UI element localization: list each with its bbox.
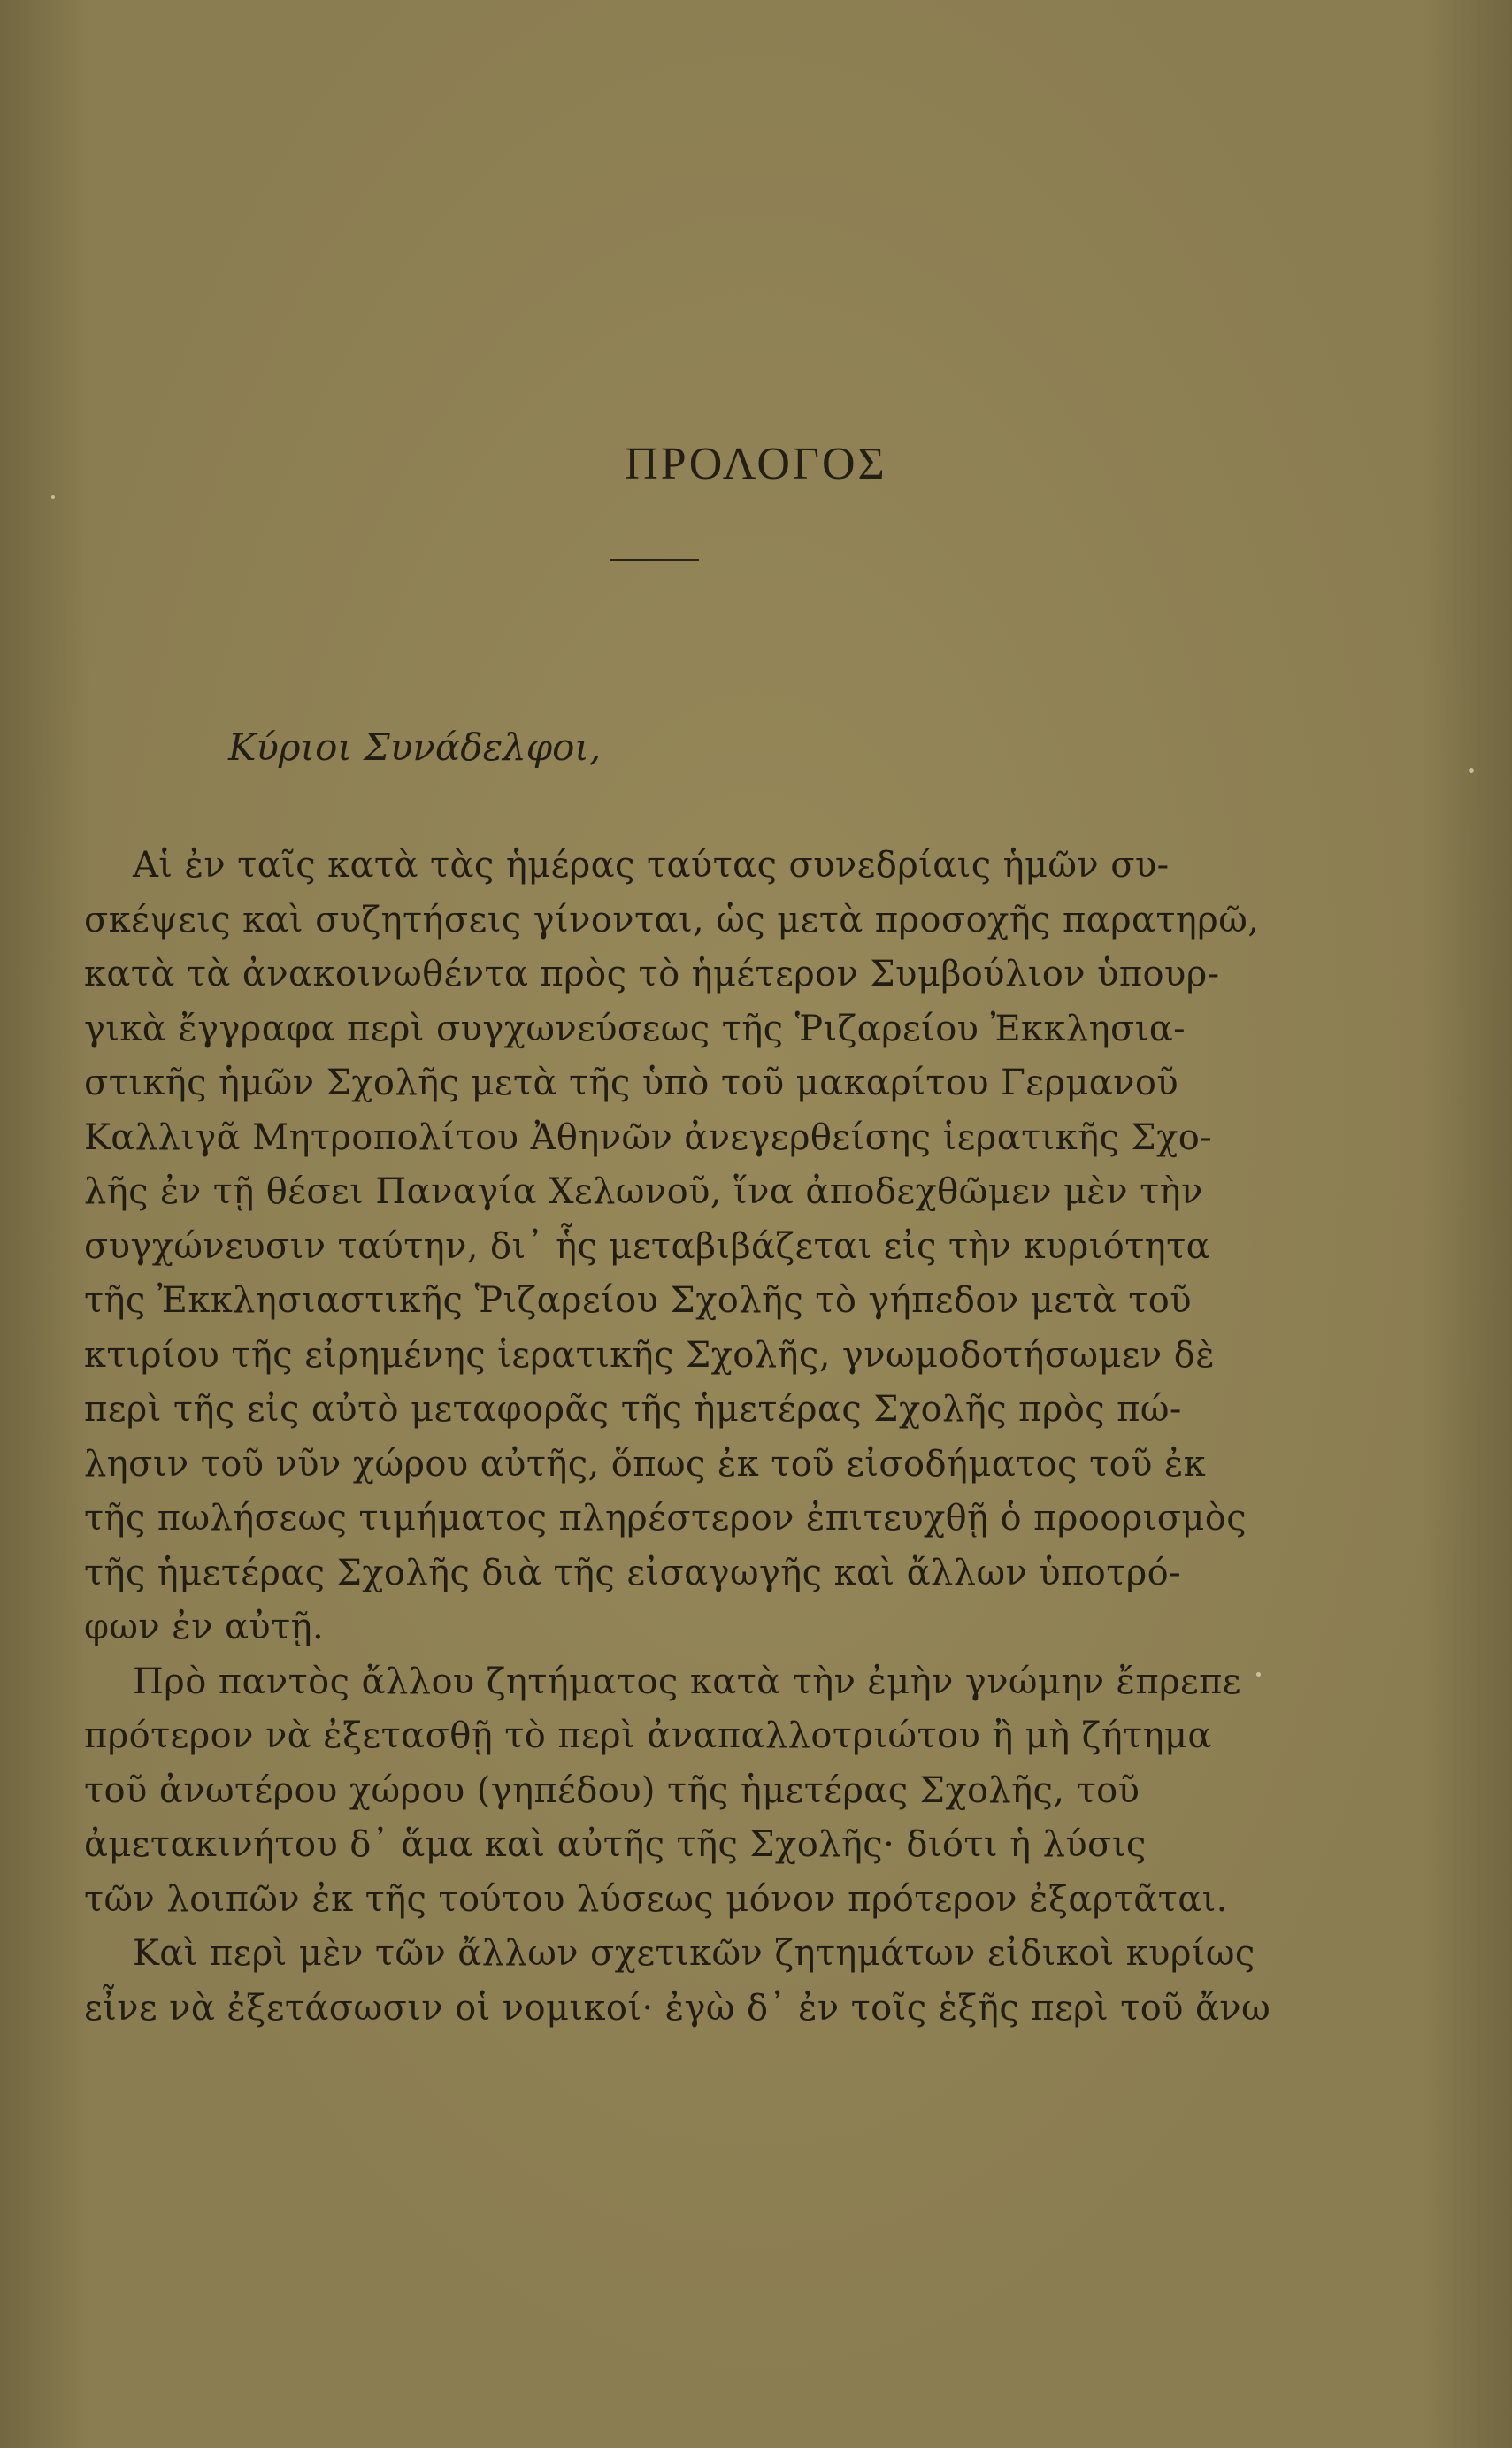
text-line: σκέψεις καὶ συζητήσεις γίνονται, ὡς μετὰ προσοχῆς παρατηρῶ, (84, 899, 1260, 940)
text-line: λησιν τοῦ νῦν χώρου αὐτῆς, ὅπως ἐκ τοῦ εἰσοδήματος τοῦ ἐκ (84, 1443, 1207, 1485)
text-line: τῆς πωλήσεως τιμήματος πληρέστερον ἐπιτευχθῇ ὁ προορισμὸς (84, 1498, 1247, 1539)
paper-speck (1469, 768, 1474, 773)
text-line: Αἱ ἐν ταῖς κατὰ τὰς ἡμέρας ταύτας συνεδρίαις ἡμῶν συ- (133, 845, 1170, 886)
body-text (84, 839, 1271, 2036)
text-line: τῆς Ἐκκλησιαστικῆς Ῥιζαρείου Σχολῆς τὸ γήπεδον μετὰ τοῦ (84, 1280, 1192, 1321)
text-line: περὶ τῆς εἰς αὐτὸ μεταφορᾶς τῆς ἡμετέρας Σχολῆς πρὸς πώ- (84, 1389, 1182, 1430)
paper-speck (51, 495, 55, 499)
text-line: συγχώνευσιν ταύτην, δι᾿ ἧς μεταβιβάζεται εἰς τὴν κυριότητα (84, 1225, 1211, 1267)
text-line: φων ἐν αὐτῇ. (84, 1607, 325, 1647)
text-line: Καλλιγᾶ Μητροπολίτου Ἀθηνῶν ἀνεγερθείσης ἱερατικῆς Σχο- (84, 1117, 1213, 1158)
salutation: Κύριοι Συνάδελφοι, (228, 725, 602, 769)
text-line: τῶν λοιπῶν ἐκ τῆς τούτου λύσεως μόνον πρότερον ἐξαρτᾶται. (84, 1878, 1228, 1920)
text-line: κτιρίου τῆς εἰρημένης ἱερατικῆς Σχολῆς, γνωμοδοτήσωμεν δὲ (84, 1334, 1216, 1376)
text-line: πρότερον νὰ ἐξετασθῇ τὸ περὶ ἀναπαλλοτριώτου ἢ μὴ ζήτημα (84, 1715, 1212, 1756)
paper-speck (1256, 1672, 1261, 1677)
title-divider (610, 559, 699, 561)
page-title: ΠΡΟΛΟΓΟΣ (625, 439, 887, 489)
text-line: τοῦ ἀνωτέρου χώρου (γηπέδου) τῆς ἡμετέρας Σχολῆς, τοῦ (84, 1769, 1140, 1811)
text-line: λῆς ἐν τῇ θέσει Παναγία Χελωνοῦ, ἵνα ἀποδεχθῶμεν μὲν τὴν (84, 1171, 1203, 1212)
text-line: Καὶ περὶ μὲν τῶν ἄλλων σχετικῶν ζητημάτων εἰδικοὶ κυρίως (133, 1933, 1255, 1974)
text-line: Πρὸ παντὸς ἄλλου ζητήματος κατὰ τὴν ἐμὴν γνώμην ἔπρεπε (133, 1661, 1241, 1702)
text-line: κατὰ τὰ ἀνακοινωθέντα πρὸς τὸ ἡμέτερον Συμβούλιον ὑπουρ- (84, 954, 1220, 994)
text-line: τῆς ἡμετέρας Σχολῆς διὰ τῆς εἰσαγωγῆς καὶ ἄλλων ὑποτρό- (84, 1552, 1182, 1593)
text-line: στικῆς ἡμῶν Σχολῆς μετὰ τῆς ὑπὸ τοῦ μακαρίτου Γερμανοῦ (84, 1063, 1179, 1103)
text-line: ἀμετακινήτου δ᾿ ἅμα καὶ αὐτῆς τῆς Σχολῆς· διότι ἡ λύσις (84, 1824, 1147, 1865)
text-line: γικὰ ἔγγραφα περὶ συγχωνεύσεως τῆς Ῥιζαρείου Ἐκκλησια- (84, 1008, 1186, 1049)
text-line: εἶνε νὰ ἐξετάσωσιν οἱ νομικοί· ἐγὼ δ᾿ ἐν τοῖς ἑξῆς περὶ τοῦ ἄνω (84, 1987, 1271, 2029)
